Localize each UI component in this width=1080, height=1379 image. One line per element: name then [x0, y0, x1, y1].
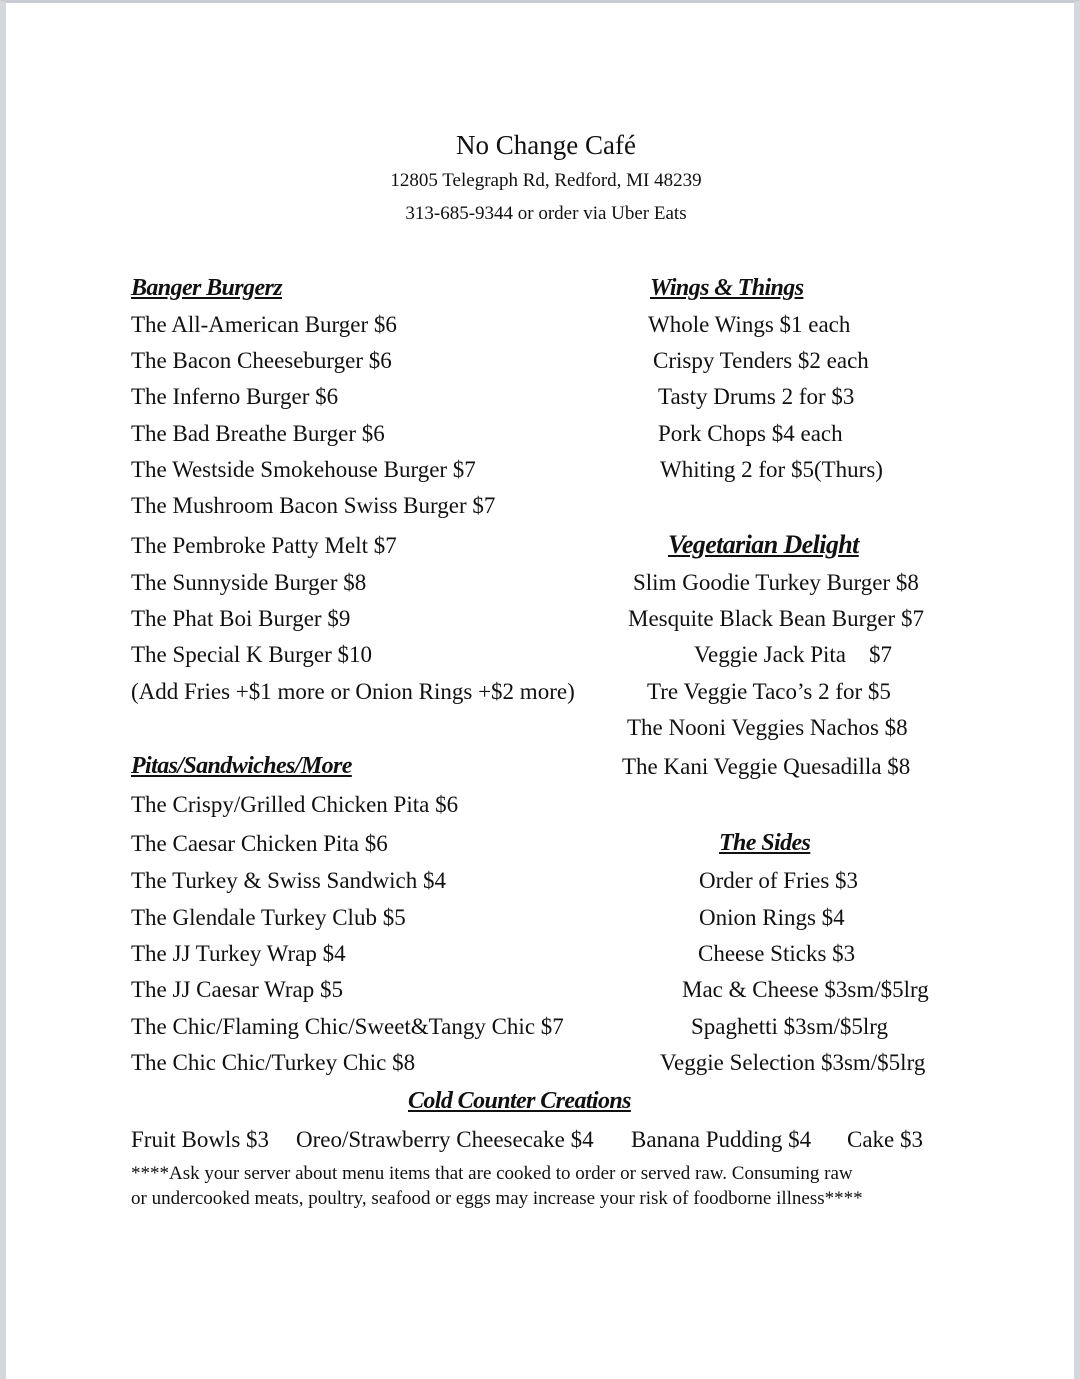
menu-item: Tre Veggie Taco’s 2 for $5: [647, 679, 891, 704]
menu-item: Banana Pudding $4: [631, 1127, 812, 1152]
menu-item: The Phat Boi Burger $9: [131, 606, 351, 631]
menu-item: Whole Wings $1 each: [648, 312, 851, 337]
menu-item: The Nooni Veggies Nachos $8: [627, 715, 908, 740]
menu-item: Onion Rings $4: [699, 905, 845, 930]
menu-item: Veggie Selection $3sm/$5lrg: [660, 1050, 926, 1075]
cafe-name: No Change Café: [456, 130, 636, 160]
wings-heading: Wings & Things: [650, 275, 804, 301]
menu-item: The Chic/Flaming Chic/Sweet&Tangy Chic $7: [131, 1014, 564, 1039]
menu-item-note: (Add Fries +$1 more or Onion Rings +$2 more): [131, 679, 575, 704]
menu-item: Veggie Jack Pita $7: [694, 642, 893, 667]
menu-item: Slim Goodie Turkey Burger $8: [633, 570, 919, 595]
menu-item: Oreo/Strawberry Cheesecake $4: [296, 1127, 594, 1152]
menu-item: Crispy Tenders $2 each: [653, 348, 869, 373]
menu-item: The Inferno Burger $6: [131, 384, 339, 409]
menu-item: The Westside Smokehouse Burger $7: [131, 457, 476, 482]
menu-item: The Turkey & Swiss Sandwich $4: [131, 868, 446, 893]
cold-counter-heading: Cold Counter Creations: [408, 1088, 631, 1114]
menu-item: Cheese Sticks $3: [698, 941, 856, 966]
menu-item: Mesquite Black Bean Burger $7: [628, 606, 924, 631]
burgers-heading: Banger Burgerz: [131, 275, 282, 301]
menu-item: Order of Fries $3: [699, 868, 859, 893]
menu-item: Cake $3: [847, 1127, 924, 1152]
menu-item: Pork Chops $4 each: [658, 421, 843, 446]
menu-item: The All-American Burger $6: [131, 312, 397, 337]
cafe-address: 12805 Telegraph Rd, Redford, MI 48239: [390, 170, 702, 191]
menu-item: The Glendale Turkey Club $5: [131, 905, 406, 930]
menu-item: Whiting 2 for $5(Thurs): [660, 457, 883, 482]
pitas-heading: Pitas/Sandwiches/More: [131, 753, 352, 779]
menu-item: Fruit Bowls $3: [131, 1127, 270, 1152]
menu-item: The Kani Veggie Quesadilla $8: [622, 754, 911, 779]
menu-item: The Sunnyside Burger $8: [131, 570, 367, 595]
menu-item: The Special K Burger $10: [131, 642, 373, 667]
menu-item: The Mushroom Bacon Swiss Burger $7: [131, 493, 496, 518]
menu-item: The JJ Turkey Wrap $4: [131, 941, 346, 966]
cafe-contact: 313-685-9344 or order via Uber Eats: [405, 203, 687, 224]
menu-item: The JJ Caesar Wrap $5: [131, 977, 343, 1002]
vegetarian-heading: Vegetarian Delight: [668, 530, 859, 559]
menu-item: The Pembroke Patty Melt $7: [131, 533, 397, 558]
menu-item: Tasty Drums 2 for $3: [658, 384, 855, 409]
disclaimer-line-1: ****Ask your server about menu items that are cooked to order or served raw. Consuming raw: [131, 1163, 853, 1184]
menu-item: Mac & Cheese $3sm/$5lrg: [682, 977, 929, 1002]
sides-heading: The Sides: [719, 830, 811, 856]
menu-item: The Crispy/Grilled Chicken Pita $6: [131, 792, 459, 817]
menu-item: The Bacon Cheeseburger $6: [131, 348, 392, 373]
menu-item: The Chic Chic/Turkey Chic $8: [131, 1050, 416, 1075]
menu-item: Spaghetti $3sm/$5lrg: [691, 1014, 888, 1039]
menu-item: The Caesar Chicken Pita $6: [131, 831, 388, 856]
disclaimer-line-2: or undercooked meats, poultry, seafood or eggs may increase your risk of foodborne illness****: [131, 1188, 863, 1209]
menu-item: The Bad Breathe Burger $6: [131, 421, 385, 446]
